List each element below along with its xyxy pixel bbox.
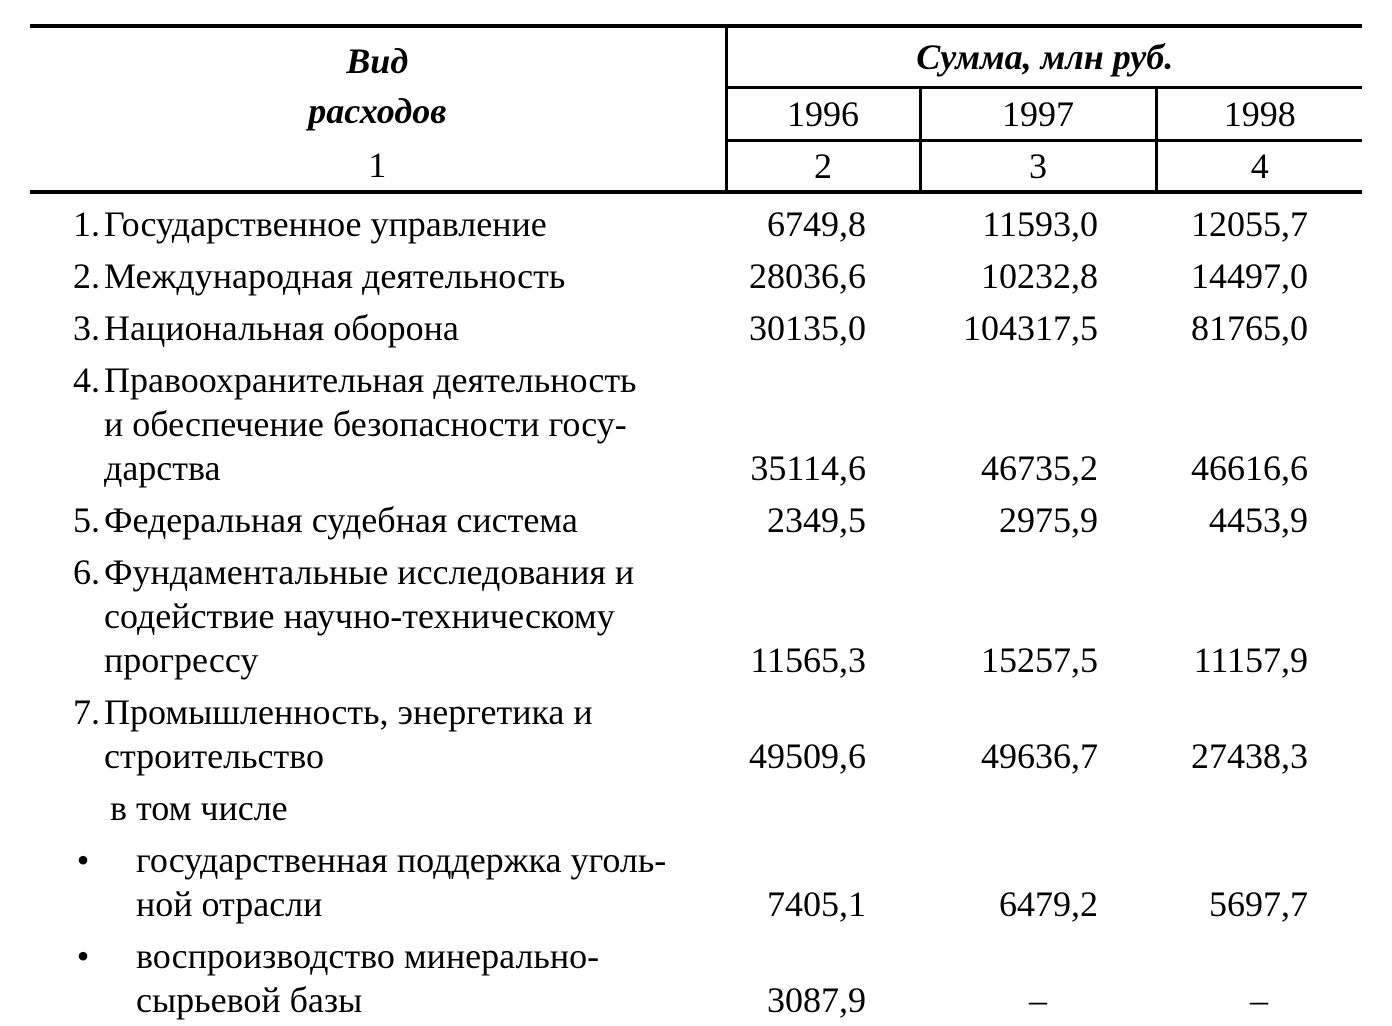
table-subrow <box>30 834 1362 930</box>
value-1998: 81765,0 <box>1191 308 1308 348</box>
subrow-label-line: государственная поддержка уголь- <box>136 840 667 880</box>
value-1997: 104317,5 <box>963 308 1098 348</box>
row-label-line: Государственное управление <box>104 204 547 244</box>
header-kind-line2: расходов <box>308 91 447 132</box>
value-1998: – <box>1250 980 1268 1020</box>
row-number: 1. <box>73 204 100 244</box>
row-label-line: Фундаментальные исследования и <box>104 552 635 592</box>
including-label: в том числе <box>110 788 288 828</box>
value-1996: 7405,1 <box>767 884 866 924</box>
value-1997: 10232,8 <box>981 256 1098 296</box>
row-label <box>104 550 726 682</box>
subrow-label-line: ной отрасли <box>136 884 323 924</box>
expense-kind-cell <box>30 834 726 930</box>
header-sum: Сумма, млн руб. <box>726 26 1362 88</box>
row-label-line: содействие научно-техническому <box>104 596 615 636</box>
row-number: 4. <box>73 360 100 400</box>
row-label <box>104 306 726 350</box>
row-label-line: Международная деятельность <box>104 256 566 296</box>
subrow-label <box>136 934 726 1022</box>
value-1998: 11157,9 <box>1193 640 1308 680</box>
bullet-icon: • <box>76 936 90 976</box>
table-row <box>30 546 1362 686</box>
value-1997: 6479,2 <box>999 884 1098 924</box>
table-row <box>30 302 1362 354</box>
row-number: 6. <box>73 552 100 592</box>
including-row <box>30 782 1362 834</box>
value-1997: 15257,5 <box>981 640 1098 680</box>
row-label-line: прогрессу <box>104 640 259 680</box>
column-number-3: 3 <box>920 141 1156 193</box>
table-row <box>30 686 1362 782</box>
expense-kind-cell <box>30 930 726 1026</box>
row-label <box>104 690 726 778</box>
table-subrow <box>30 930 1362 1026</box>
value-1998: 46616,6 <box>1191 448 1308 488</box>
header-expense-kind <box>30 26 726 141</box>
row-number: 2. <box>73 256 100 296</box>
expenditure-table <box>30 24 1362 1026</box>
row-label-line: Федеральная судебная система <box>104 500 578 540</box>
subrow-label <box>136 838 726 926</box>
header-year-1997: 1997 <box>920 88 1156 141</box>
subrow-label-line: воспроизводство минерально- <box>136 936 600 976</box>
bullet-icon: • <box>76 840 90 880</box>
row-label <box>104 202 726 246</box>
header-year-1996: 1996 <box>726 88 920 141</box>
table-row <box>30 250 1362 302</box>
row-label-line: и обеспечение безопасности госу- <box>104 404 627 444</box>
value-1997: 11593,0 <box>982 204 1098 244</box>
expense-kind-cell <box>30 302 726 354</box>
table-body <box>30 192 1362 1026</box>
row-number: 7. <box>73 692 100 732</box>
row-label-line: строительство <box>104 736 324 776</box>
table-row <box>30 494 1362 546</box>
value-1997: 2975,9 <box>999 500 1098 540</box>
value-1996: 11565,3 <box>750 640 866 680</box>
value-1996: 3087,9 <box>767 980 866 1020</box>
row-label-line: Национальная оборона <box>104 308 459 348</box>
row-label <box>104 498 726 542</box>
value-1996: 28036,6 <box>749 256 866 296</box>
value-1997: 49636,7 <box>981 736 1098 776</box>
row-label-line: Промышленность, энергетика и <box>104 692 593 732</box>
value-1996: 49509,6 <box>749 736 866 776</box>
row-number: 5. <box>73 500 100 540</box>
subrow-label-line: сырьевой базы <box>136 980 363 1020</box>
expense-kind-cell <box>30 192 726 250</box>
value-1998: 14497,0 <box>1191 256 1308 296</box>
expense-kind-cell <box>30 354 726 494</box>
row-number: 3. <box>73 308 100 348</box>
row-label <box>104 358 726 490</box>
table-row <box>30 192 1362 250</box>
table-row <box>30 354 1362 494</box>
value-1998: 27438,3 <box>1191 736 1308 776</box>
column-number-4: 4 <box>1156 141 1362 193</box>
expense-kind-cell <box>30 546 726 686</box>
header-year-1998: 1998 <box>1156 88 1362 141</box>
row-label-line: дарства <box>104 448 221 488</box>
row-label <box>104 254 726 298</box>
value-1996: 2349,5 <box>767 500 866 540</box>
value-1998: 4453,9 <box>1209 500 1308 540</box>
value-1998: 5697,7 <box>1209 884 1308 924</box>
value-1996: 6749,8 <box>767 204 866 244</box>
expense-kind-cell <box>30 494 726 546</box>
row-label-line: Правоохранительная деятельность <box>104 360 637 400</box>
expense-kind-cell <box>30 686 726 782</box>
column-number-1: 1 <box>30 141 726 193</box>
column-number-2: 2 <box>726 141 920 193</box>
value-1996: 35114,6 <box>750 448 866 488</box>
header-kind-line1: Вид <box>346 41 409 82</box>
value-1997: – <box>1029 980 1047 1020</box>
value-1998: 12055,7 <box>1191 204 1308 244</box>
value-1997: 46735,2 <box>981 448 1098 488</box>
expense-kind-cell <box>30 250 726 302</box>
value-1996: 30135,0 <box>749 308 866 348</box>
